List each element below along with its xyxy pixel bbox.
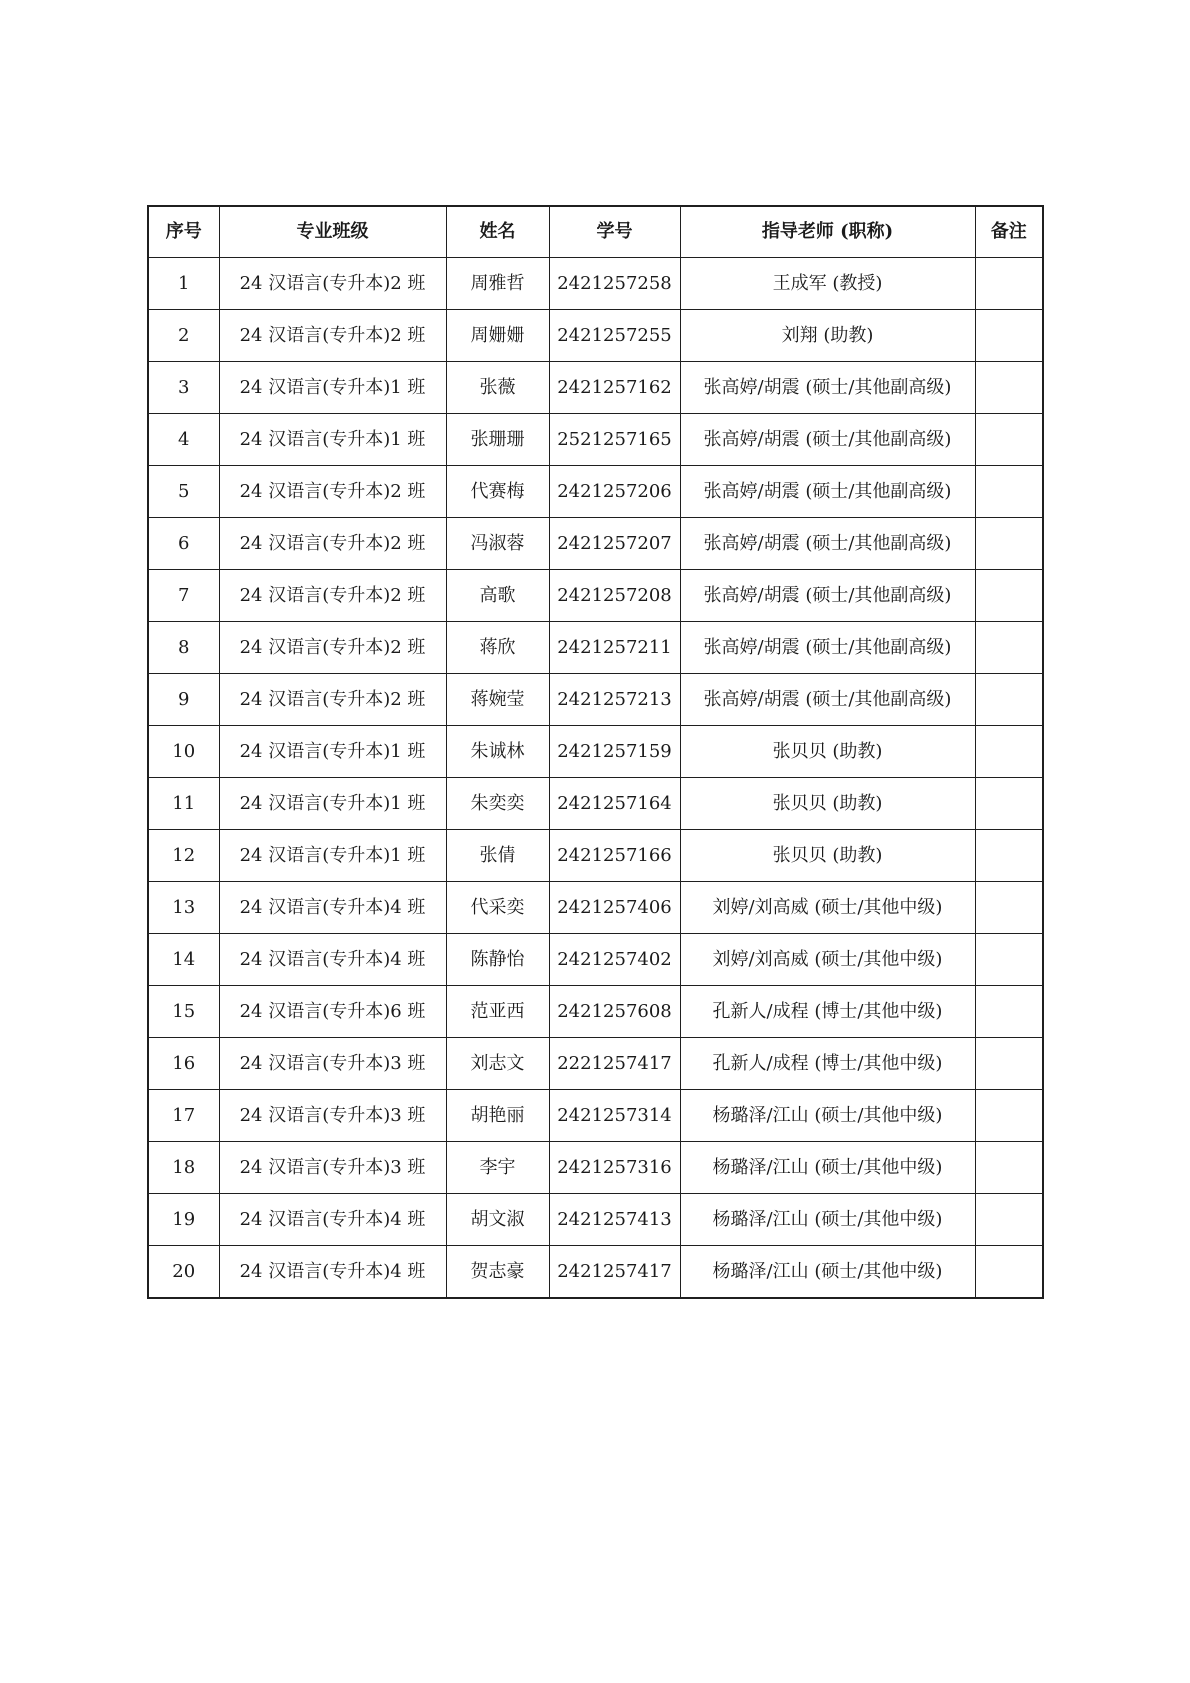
- cell-index: 6: [148, 518, 219, 570]
- table-row: [148, 570, 1043, 622]
- cell-advisor: 刘婷/刘高威 (硕士/其他中级): [680, 882, 975, 934]
- cell-major-class: 24 汉语言(专升本)2 班: [219, 518, 446, 570]
- cell-remark: [975, 310, 1043, 362]
- cell-index: 20: [148, 1246, 219, 1299]
- cell-advisor: 张贝贝 (助教): [680, 726, 975, 778]
- cell-name: 胡艳丽: [446, 1090, 549, 1142]
- cell-remark: [975, 882, 1043, 934]
- cell-student-id: 2421257206: [549, 466, 680, 518]
- cell-advisor: 张高婷/胡震 (硕士/其他副高级): [680, 362, 975, 414]
- cell-student-id: 2221257417: [549, 1038, 680, 1090]
- cell-major-class: 24 汉语言(专升本)2 班: [219, 310, 446, 362]
- cell-remark: [975, 778, 1043, 830]
- header-student-id: 学号: [549, 206, 680, 258]
- cell-name: 蒋婉莹: [446, 674, 549, 726]
- cell-remark: [975, 622, 1043, 674]
- cell-remark: [975, 674, 1043, 726]
- cell-remark: [975, 986, 1043, 1038]
- table-row: [148, 934, 1043, 986]
- cell-index: 2: [148, 310, 219, 362]
- cell-index: 3: [148, 362, 219, 414]
- cell-remark: [975, 414, 1043, 466]
- cell-index: 8: [148, 622, 219, 674]
- cell-name: 朱诚林: [446, 726, 549, 778]
- table-row: [148, 362, 1043, 414]
- cell-name: 李宇: [446, 1142, 549, 1194]
- cell-advisor: 刘翔 (助教): [680, 310, 975, 362]
- table-row: [148, 1246, 1043, 1299]
- cell-name: 朱奕奕: [446, 778, 549, 830]
- cell-name: 张倩: [446, 830, 549, 882]
- cell-index: 10: [148, 726, 219, 778]
- cell-major-class: 24 汉语言(专升本)1 班: [219, 726, 446, 778]
- table-row: [148, 466, 1043, 518]
- cell-major-class: 24 汉语言(专升本)4 班: [219, 934, 446, 986]
- cell-remark: [975, 1038, 1043, 1090]
- header-major-class: 专业班级: [219, 206, 446, 258]
- table-row: [148, 258, 1043, 310]
- cell-remark: [975, 570, 1043, 622]
- cell-name: 贺志豪: [446, 1246, 549, 1299]
- cell-index: 13: [148, 882, 219, 934]
- cell-major-class: 24 汉语言(专升本)2 班: [219, 674, 446, 726]
- cell-remark: [975, 934, 1043, 986]
- table-row: [148, 518, 1043, 570]
- cell-advisor: 张高婷/胡震 (硕士/其他副高级): [680, 674, 975, 726]
- cell-name: 代采奕: [446, 882, 549, 934]
- cell-major-class: 24 汉语言(专升本)2 班: [219, 622, 446, 674]
- cell-student-id: 2421257314: [549, 1090, 680, 1142]
- cell-remark: [975, 518, 1043, 570]
- cell-name: 周雅哲: [446, 258, 549, 310]
- cell-remark: [975, 1142, 1043, 1194]
- table-row: [148, 986, 1043, 1038]
- table-row: [148, 830, 1043, 882]
- cell-index: 1: [148, 258, 219, 310]
- cell-student-id: 2421257162: [549, 362, 680, 414]
- cell-remark: [975, 1194, 1043, 1246]
- cell-student-id: 2421257208: [549, 570, 680, 622]
- cell-student-id: 2421257159: [549, 726, 680, 778]
- cell-major-class: 24 汉语言(专升本)4 班: [219, 882, 446, 934]
- cell-name: 范亚西: [446, 986, 549, 1038]
- cell-remark: [975, 830, 1043, 882]
- cell-name: 陈静怡: [446, 934, 549, 986]
- cell-advisor: 杨璐泽/江山 (硕士/其他中级): [680, 1090, 975, 1142]
- header-index: 序号: [148, 206, 219, 258]
- table-row: [148, 414, 1043, 466]
- cell-major-class: 24 汉语言(专升本)2 班: [219, 466, 446, 518]
- cell-index: 5: [148, 466, 219, 518]
- cell-index: 19: [148, 1194, 219, 1246]
- cell-major-class: 24 汉语言(专升本)2 班: [219, 258, 446, 310]
- cell-major-class: 24 汉语言(专升本)1 班: [219, 362, 446, 414]
- cell-remark: [975, 466, 1043, 518]
- cell-major-class: 24 汉语言(专升本)4 班: [219, 1246, 446, 1299]
- cell-index: 14: [148, 934, 219, 986]
- cell-student-id: 2421257413: [549, 1194, 680, 1246]
- cell-advisor: 孔新人/成程 (博士/其他中级): [680, 1038, 975, 1090]
- cell-advisor: 杨璐泽/江山 (硕士/其他中级): [680, 1246, 975, 1299]
- cell-major-class: 24 汉语言(专升本)6 班: [219, 986, 446, 1038]
- cell-name: 张珊珊: [446, 414, 549, 466]
- table-row: [148, 1090, 1043, 1142]
- cell-student-id: 2421257211: [549, 622, 680, 674]
- cell-index: 9: [148, 674, 219, 726]
- cell-name: 代赛梅: [446, 466, 549, 518]
- cell-major-class: 24 汉语言(专升本)2 班: [219, 570, 446, 622]
- cell-name: 胡文淑: [446, 1194, 549, 1246]
- cell-major-class: 24 汉语言(专升本)3 班: [219, 1038, 446, 1090]
- cell-student-id: 2421257417: [549, 1246, 680, 1299]
- header-remark: 备注: [975, 206, 1043, 258]
- cell-advisor: 张高婷/胡震 (硕士/其他副高级): [680, 414, 975, 466]
- cell-index: 15: [148, 986, 219, 1038]
- cell-name: 周姗姗: [446, 310, 549, 362]
- cell-major-class: 24 汉语言(专升本)3 班: [219, 1142, 446, 1194]
- cell-student-id: 2421257255: [549, 310, 680, 362]
- cell-advisor: 张贝贝 (助教): [680, 778, 975, 830]
- table-row: [148, 778, 1043, 830]
- cell-index: 4: [148, 414, 219, 466]
- cell-index: 7: [148, 570, 219, 622]
- cell-advisor: 张高婷/胡震 (硕士/其他副高级): [680, 622, 975, 674]
- header-row: [148, 206, 1043, 258]
- cell-advisor: 张高婷/胡震 (硕士/其他副高级): [680, 518, 975, 570]
- cell-remark: [975, 1246, 1043, 1299]
- cell-advisor: 张高婷/胡震 (硕士/其他副高级): [680, 466, 975, 518]
- cell-advisor: 杨璐泽/江山 (硕士/其他中级): [680, 1142, 975, 1194]
- table-row: [148, 1038, 1043, 1090]
- cell-remark: [975, 1090, 1043, 1142]
- cell-name: 冯淑蓉: [446, 518, 549, 570]
- table-row: [148, 1194, 1043, 1246]
- cell-student-id: 2421257608: [549, 986, 680, 1038]
- cell-index: 17: [148, 1090, 219, 1142]
- cell-student-id: 2421257207: [549, 518, 680, 570]
- cell-student-id: 2421257402: [549, 934, 680, 986]
- cell-major-class: 24 汉语言(专升本)1 班: [219, 830, 446, 882]
- cell-advisor: 王成军 (教授): [680, 258, 975, 310]
- cell-advisor: 孔新人/成程 (博士/其他中级): [680, 986, 975, 1038]
- cell-remark: [975, 726, 1043, 778]
- table-body: [148, 258, 1043, 1299]
- header-advisor: 指导老师 (职称): [680, 206, 975, 258]
- cell-index: 12: [148, 830, 219, 882]
- cell-advisor: 杨璐泽/江山 (硕士/其他中级): [680, 1194, 975, 1246]
- cell-major-class: 24 汉语言(专升本)1 班: [219, 778, 446, 830]
- cell-student-id: 2421257166: [549, 830, 680, 882]
- cell-remark: [975, 258, 1043, 310]
- cell-student-id: 2521257165: [549, 414, 680, 466]
- cell-major-class: 24 汉语言(专升本)3 班: [219, 1090, 446, 1142]
- cell-name: 蒋欣: [446, 622, 549, 674]
- table-row: [148, 882, 1043, 934]
- cell-student-id: 2421257213: [549, 674, 680, 726]
- cell-advisor: 刘婷/刘高威 (硕士/其他中级): [680, 934, 975, 986]
- cell-advisor: 张贝贝 (助教): [680, 830, 975, 882]
- table-row: [148, 310, 1043, 362]
- cell-name: 刘志文: [446, 1038, 549, 1090]
- header-name: 姓名: [446, 206, 549, 258]
- student-advisor-table: [147, 205, 1044, 1299]
- cell-name: 高歌: [446, 570, 549, 622]
- table-row: [148, 1142, 1043, 1194]
- table-row: [148, 674, 1043, 726]
- cell-index: 16: [148, 1038, 219, 1090]
- table-row: [148, 726, 1043, 778]
- cell-name: 张薇: [446, 362, 549, 414]
- cell-major-class: 24 汉语言(专升本)1 班: [219, 414, 446, 466]
- cell-student-id: 2421257164: [549, 778, 680, 830]
- cell-student-id: 2421257316: [549, 1142, 680, 1194]
- cell-student-id: 2421257258: [549, 258, 680, 310]
- cell-student-id: 2421257406: [549, 882, 680, 934]
- cell-major-class: 24 汉语言(专升本)4 班: [219, 1194, 446, 1246]
- cell-index: 11: [148, 778, 219, 830]
- cell-index: 18: [148, 1142, 219, 1194]
- table-row: [148, 622, 1043, 674]
- cell-advisor: 张高婷/胡震 (硕士/其他副高级): [680, 570, 975, 622]
- cell-remark: [975, 362, 1043, 414]
